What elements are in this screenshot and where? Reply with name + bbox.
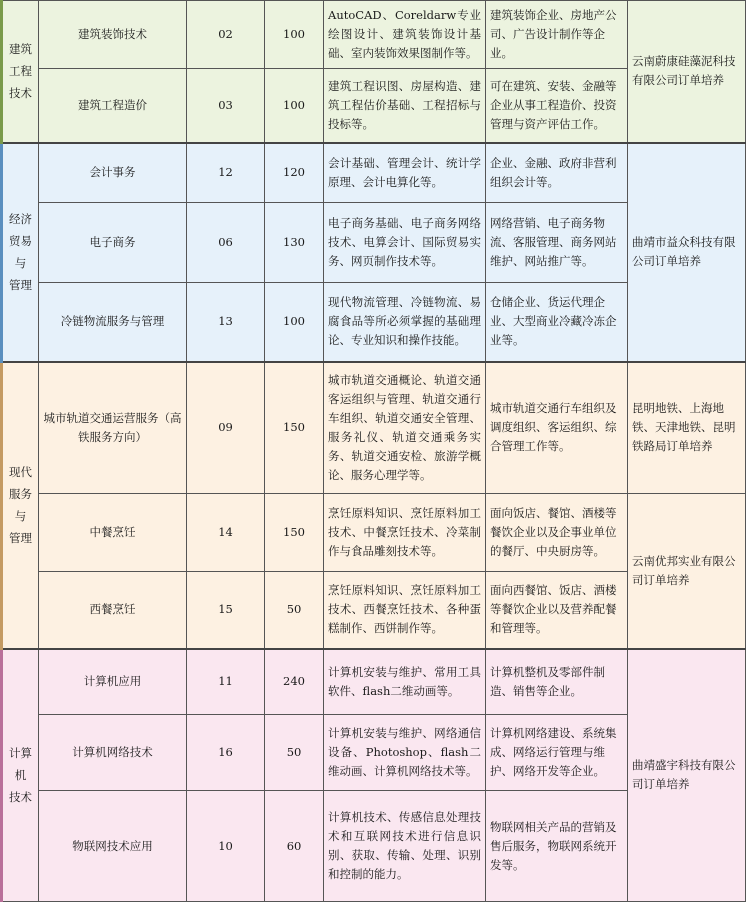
jobs-cell: 面向西餐馆、饭店、酒楼等餐饮企业以及营养配餐和管理等。 <box>486 572 628 649</box>
plan-cell: 150 <box>265 494 324 572</box>
cooperation-cell: 云南蔚康硅藻泥科技有限公司订单培养 <box>628 1 746 143</box>
major-cell: 物联网技术应用 <box>39 791 187 902</box>
code-cell: 12 <box>187 143 265 203</box>
table-row <box>2 143 746 203</box>
category-cell <box>2 649 39 902</box>
table-row <box>2 1 746 69</box>
major-cell: 计算机应用 <box>39 649 187 715</box>
category-label-line: 管理 <box>9 531 32 545</box>
major-cell: 中餐烹饪 <box>39 494 187 572</box>
category-label-line: 与 <box>14 256 27 270</box>
courses-cell: 计算机安装与维护、常用工具软件、flash二维动画等。 <box>324 649 486 715</box>
cooperation-cell: 曲靖盛宇科技有限公司订单培养 <box>628 649 746 902</box>
category-label-line: 贸易 <box>9 234 32 248</box>
courses-cell: 计算机技术、传感信息处理技术和互联网技术进行信息识别、获取、传输、处理、识别和控制的能力。 <box>324 791 486 902</box>
jobs-cell: 可在建筑、安装、金融等企业从事工程造价、投资管理与资产评估工作。 <box>486 69 628 143</box>
courses-cell: 烹饪原料知识、烹饪原料加工技术、中餐烹饪技术、冷菜制作与食品雕刻技术等。 <box>324 494 486 572</box>
major-cell: 冷链物流服务与管理 <box>39 283 187 362</box>
jobs-cell: 企业、金融、政府非营利组织会计等。 <box>486 143 628 203</box>
major-cell: 城市轨道交通运营服务（高铁服务方向） <box>39 362 187 494</box>
category-label-line: 现代 <box>9 465 32 479</box>
major-cell: 西餐烹饪 <box>39 572 187 649</box>
courses-cell: 计算机安装与维护、网络通信设备、Photoshop、flash二维动画、计算机网络技术等。 <box>324 715 486 791</box>
plan-cell: 50 <box>265 715 324 791</box>
category-label-line: 建筑 <box>9 42 32 57</box>
courses-cell: 建筑工程识图、房屋构造、建筑工程估价基础、工程招标与投标等。 <box>324 69 486 143</box>
cooperation-cell: 云南优邦实业有限公司订单培养 <box>628 494 746 649</box>
plan-cell: 150 <box>265 362 324 494</box>
jobs-cell: 物联网相关产品的营销及售后服务，物联网系统开发等。 <box>486 791 628 902</box>
code-cell: 10 <box>187 791 265 902</box>
courses-cell: 城市轨道交通概论、轨道交通客运组织与管理、轨道交通行车组织、轨道交通安全管理、服务礼仪、轨道交通乘务实务、轨道交通安检、旅游学概论、服务心理学等。 <box>324 362 486 494</box>
courses-cell: 现代物流管理、冷链物流、易腐食品等所必须掌握的基础理论、专业知识和操作技能。 <box>324 283 486 362</box>
table-row <box>2 494 746 572</box>
plan-cell: 130 <box>265 203 324 283</box>
jobs-cell: 面向饭店、餐馆、酒楼等餐饮企业以及企事业单位的餐厅、中央厨房等。 <box>486 494 628 572</box>
code-cell: 16 <box>187 715 265 791</box>
courses-cell: 烹饪原料知识、烹饪原料加工技术、西餐烹饪技术、各种蛋糕制作、西饼制作等。 <box>324 572 486 649</box>
cooperation-cell: 昆明地铁、上海地铁、天津地铁、昆明铁路局订单培养 <box>628 362 746 494</box>
category-cell <box>2 362 39 649</box>
plan-cell: 100 <box>265 1 324 69</box>
category-label-line: 计算机 <box>9 746 32 783</box>
jobs-cell: 仓储企业、货运代理企业、大型商业冷藏冷冻企业等。 <box>486 283 628 362</box>
category-label-line: 管理 <box>9 278 32 292</box>
plan-cell: 120 <box>265 143 324 203</box>
code-cell: 03 <box>187 69 265 143</box>
jobs-cell: 计算机网络建设、系统集成、网络运行管理与维护、网络开发等企业。 <box>486 715 628 791</box>
plan-cell: 50 <box>265 572 324 649</box>
code-cell: 02 <box>187 1 265 69</box>
major-cell: 会计事务 <box>39 143 187 203</box>
cooperation-cell: 曲靖市益众科技有限公司订单培养 <box>628 143 746 362</box>
category-label-line: 经济 <box>9 212 32 226</box>
category-label-line: 服务 <box>9 487 32 501</box>
plan-cell: 60 <box>265 791 324 902</box>
category-label-line: 技术 <box>9 790 32 805</box>
code-cell: 15 <box>187 572 265 649</box>
plan-cell: 240 <box>265 649 324 715</box>
code-cell: 11 <box>187 649 265 715</box>
category-label-line: 与 <box>14 509 27 523</box>
jobs-cell: 计算机整机及零部件制造、销售等企业。 <box>486 649 628 715</box>
category-cell <box>2 1 39 143</box>
jobs-cell: 城市轨道交通行车组织及调度组织、客运组织、综合管理工作等。 <box>486 362 628 494</box>
plan-cell: 100 <box>265 69 324 143</box>
courses-cell: AutoCAD、Coreldarw专业绘图设计、建筑装饰设计基础、室内装饰效果图制作等。 <box>324 1 486 69</box>
code-cell: 14 <box>187 494 265 572</box>
category-label-line: 工程 <box>9 64 32 79</box>
plan-cell: 100 <box>265 283 324 362</box>
jobs-cell: 建筑装饰企业、房地产公司、广告设计制作等企业。 <box>486 1 628 69</box>
table-row <box>2 649 746 715</box>
code-cell: 06 <box>187 203 265 283</box>
major-cell: 建筑装饰技术 <box>39 1 187 69</box>
major-cell: 计算机网络技术 <box>39 715 187 791</box>
code-cell: 13 <box>187 283 265 362</box>
courses-cell: 会计基础、管理会计、统计学原理、会计电算化等。 <box>324 143 486 203</box>
category-label-line: 技术 <box>9 86 32 101</box>
table-body <box>2 1 746 902</box>
category-cell <box>2 143 39 362</box>
code-cell: 09 <box>187 362 265 494</box>
major-cell: 建筑工程造价 <box>39 69 187 143</box>
courses-cell: 电子商务基础、电子商务网络技术、电算会计、国际贸易实务、网页制作技术等。 <box>324 203 486 283</box>
jobs-cell: 网络营销、电子商务物流、客服管理、商务网站维护、网站推广等。 <box>486 203 628 283</box>
major-cell: 电子商务 <box>39 203 187 283</box>
table-row <box>2 362 746 494</box>
